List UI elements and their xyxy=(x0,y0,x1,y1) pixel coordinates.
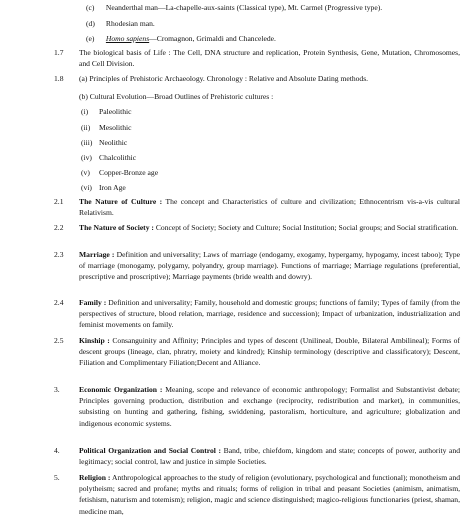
section-heading: Economic Organization : xyxy=(79,385,163,394)
section-number: 2.5 xyxy=(54,336,64,345)
section-heading: The Nature of Society : xyxy=(79,223,154,232)
section-subitem-a: (a) Principles of Prehistoric Archaeology. Chronology : Relative and Absolute Dating methods. xyxy=(79,74,369,83)
section-subitem-b: (b) Cultural Evolution—Broad Outlines of Prehistoric cultures : xyxy=(79,92,274,101)
list-item-c: (c) Neanderthal man—La-chapelle-aux-saints (Classical type), Mt. Carmel (Progressive type). xyxy=(86,3,383,12)
section-number: 3. xyxy=(54,385,60,394)
section-number: 1.7 xyxy=(54,48,64,57)
list-item: (vi) Iron Age xyxy=(81,183,126,192)
section-text: Marriage : Definition and universality; Laws of marriage (endogamy, exogamy, hypergamy, hypogamy, incest taboo); Type of marriage (monogamy, polygamy, polyandry, group marriage). Functions of marriage; Marriage regulations (preferential, prescriptive and proscriptive); Marriage payments (bride wealth and dowry). xyxy=(79,250,460,282)
section-heading: Political Organization and Social Control : xyxy=(79,446,222,455)
section-text: The Nature of Culture : The concept and Characteristics of culture and civilization; Ethnocentrism vis-a-vis cultural Relativism. xyxy=(79,197,460,218)
section-number: 2.1 xyxy=(54,197,64,206)
section-number: 1.8 xyxy=(54,74,64,83)
section-text: Religion : Anthropological approaches to the study of religion (evolutionary, psychological and functional); monotheism and polytheism; sacred and profane; myths and rituals; forms of religion in tribal and peasant Societies (animism, animatism, fetishism, naturism and totemism); religion, magic and science distinguished; magico-religious functionaries (priest, shaman, medicine man, xyxy=(79,473,460,516)
list-item: (iii) Neolithic xyxy=(81,138,128,147)
list-item: (v) Copper-Bronze age xyxy=(81,168,159,177)
section-heading: The Nature of Culture : xyxy=(79,197,163,206)
section-heading: Religion : xyxy=(79,473,111,482)
section-number: 2.2 xyxy=(54,223,64,232)
section-number: 2.3 xyxy=(54,250,64,259)
section-text: Political Organization and Social Control : Band, tribe, chiefdom, kingdom and state; concepts of power, authority and legitimacy; social control, law and justice in simple Societies. xyxy=(79,446,460,467)
section-text: Kinship : Consanguinity and Affinity; Principles and types of descent (Unilineal, Double, Bilateral Ambilineal); Forms of descent groups (lineage, clan, phratry, moiety and kindred); Kinship terminology (descriptive and classificatory); Descent, Filiation and Complimentary Filiation;Decent and Alliance. xyxy=(79,336,460,368)
section-text: The Nature of Society : Concept of Society; Society and Culture; Social Institution; Social groups; and Social stratification. xyxy=(79,223,459,232)
section-text: The biological basis of Life : The Cell, DNA structure and replication, Protein Synthesis, Gene, Mutation, Chromosomes, and Cell Division. xyxy=(79,48,460,69)
list-item: (ii) Mesolithic xyxy=(81,123,132,132)
list-item: (i) Paleolithic xyxy=(81,107,132,116)
section-text: Family : Definition and universality; Family, household and domestic groups; functions of family; Types of family (from the perspectives of structure, blood relation, marriage, residence and succession); Impact of urbanization, industrialization and feminist movements on family. xyxy=(79,298,460,330)
list-item: (iv) Chalcolithic xyxy=(81,153,137,162)
list-item-d: (d) Rhodesian man. xyxy=(86,19,155,28)
section-heading: Family : xyxy=(79,298,107,307)
section-number: 5. xyxy=(54,473,60,482)
section-number: 2.4 xyxy=(54,298,64,307)
section-heading: Marriage : xyxy=(79,250,115,259)
section-text: Economic Organization : Meaning, scope and relevance of economic anthropology; Formalist and Substantivist debate; Principles governing production, distribution and exchange (reciprocity, redistribution and market), in communities, subsisting on hunting and gathering, fishing, swiddening, pastoralism, horticulture, and agriculture; globalization and indigenous economic systems. xyxy=(79,385,460,428)
list-item-e: (e) Homo sapiens—Cromagnon, Grimaldi and Chancelede. xyxy=(86,34,276,43)
section-number: 4. xyxy=(54,446,60,455)
section-heading: Kinship : xyxy=(79,336,110,345)
